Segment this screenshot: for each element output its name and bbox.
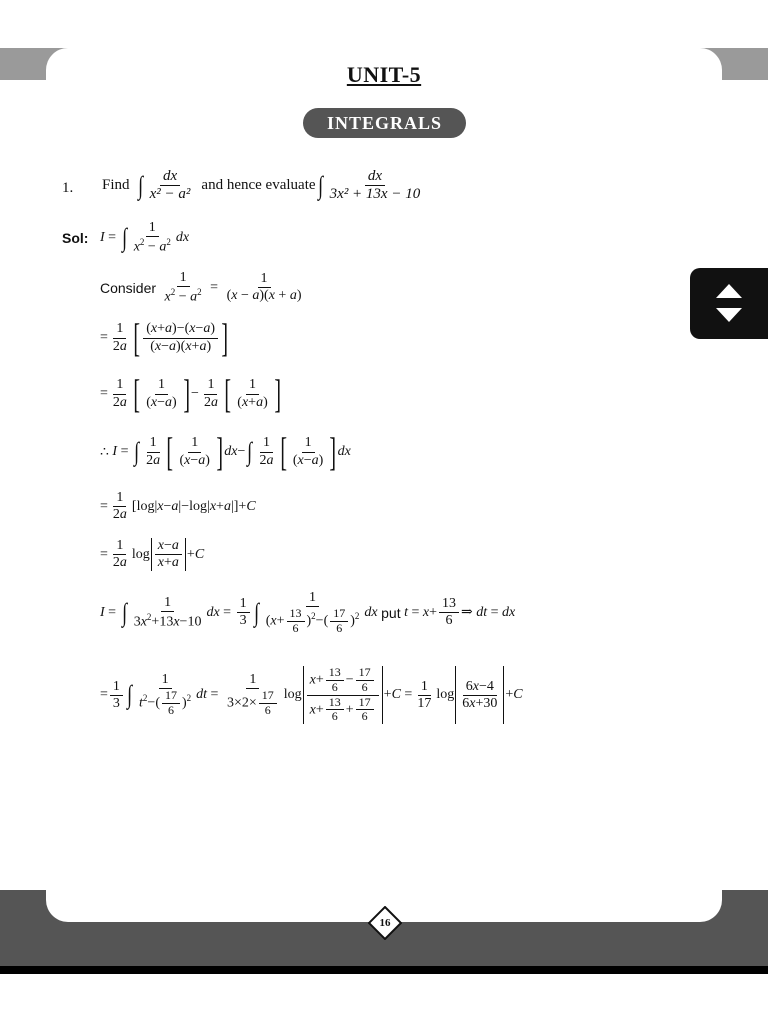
bottom-bar (0, 966, 768, 974)
page-number: 16 (379, 917, 391, 929)
solution-label: Sol: (62, 230, 89, 246)
eq-8: I = ∫ $\frac{1}{3x^2+13x-10}$ dx = $\frac{1}{3}$ ∫ 1 (x+ $\frac{13}{6}$ )$^2$−( $\frac{17}{6}$ )$^2$ dx put t = x + $\frac{13}{6}$ ⇒ dt = dx (100, 590, 516, 635)
eq-5: ∴ I = ∫ $\frac{1}{2a}$ [ $\frac{1}{(x-a)}$ ] dx − ∫ $\frac{1}{2a}$ [ $\frac{1}{(x-a)}$ ] dx (100, 429, 351, 474)
up-down-arrows-icon (710, 282, 748, 324)
scroll-up-down-icon[interactable] (690, 268, 768, 339)
eq-2: Consider $\frac{1}{x^2 - a^2}$ = $\frac{1}{(x - a)(x + a)}$ (100, 270, 302, 305)
find-label: Find (102, 177, 130, 194)
eq-9: = $\frac{1}{3}$ ∫ 1 $t^2-$( $\frac{17}{6}$ )$^2$ dt = 1 3×2× $\frac{17}{6}$ log x+ $\frac{13}{6}$ − $\frac{17}{6}$ x+ $\frac{13}{6}$ + $\frac{17}{6}$ + C = $\frac{1}{17}$ log $\frac{6x-4}{6x+30}$ + C (100, 665, 523, 724)
question-fraction-1: $\frac{dx}{\text{x² − a²}}$ (149, 168, 191, 203)
question-fraction-2: $\frac{dx}{\text{3x² + 13x − 10}}$ (329, 168, 421, 203)
question-number: 1. (62, 180, 74, 196)
eq-4: = $\frac{1}{2a}$ [ $\frac{1}{(x-a)}$ ] − $\frac{1}{2a}$ [ $\frac{1}{(x+a)}$ ] (100, 371, 281, 416)
integral-sign: ∫ (317, 170, 323, 200)
chapter-title: INTEGRALS (303, 108, 466, 138)
eq-6: = $\frac{1}{2a}$ [ log | x − a |− log | x + a |]+ C (100, 490, 256, 523)
integral-sign: ∫ (137, 170, 143, 200)
eq-7: = $\frac{1}{2a}$ log $\frac{x-a}{x+a}$ + C (100, 538, 205, 571)
eq-3: = $\frac{1}{2a}$ [ $\frac{(x+a)-(x-a)}{(x-a)(x+a)}$ ] (100, 315, 229, 360)
unit-title: UNIT-5 (346, 62, 422, 87)
question-text (102, 168, 425, 204)
eq-1: I = ∫ $\frac{1}{x^2 - a^2}$ dx (100, 220, 190, 255)
connector-label: and hence evaluate (201, 177, 316, 194)
